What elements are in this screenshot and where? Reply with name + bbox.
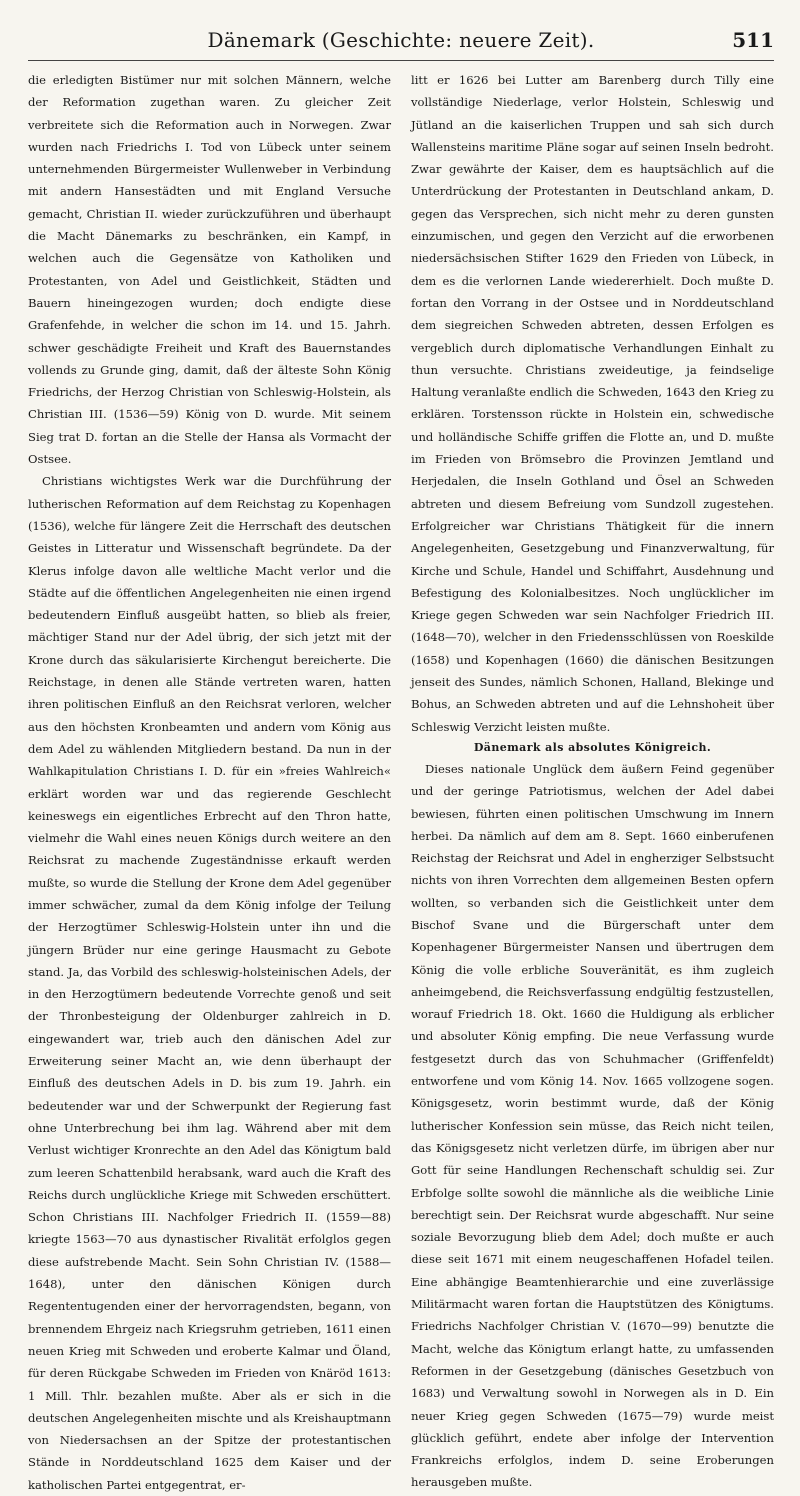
section-heading: Dänemark als absolutes Königreich. <box>473 740 712 754</box>
left-column <box>28 69 391 1496</box>
paragraph: die erledigten Bistümer nur mit solchen Männern, welche der Reformation zugethan waren. Zu gleicher Zeit verbreitete sich die Reformation auch in Norwegen. Zwar wurden nach Friedrichs I. Tod von Lübeck unter seinem unternehmenden Bürgermeister Wullenweber in Verbindung mit andern Hansestädten und mit England Versuche gemacht, Christian II. wieder zurückzuführen und überhaupt die Macht Dänemarks zu beschränken, ein Kampf, in welchen auch die Gegensätze von Katholiken und Protestanten, von Adel und Geistlichkeit, Städten und Bauern hineingezogen wurden; doch endigte diese Grafenfehde, in welcher die schon im 14. und 15. Jahrh. schwer geschädigte Freiheit und Kraft des Bauernstandes vollends zu Grunde ging, damit, daß der älteste Sohn König Friedrichs, der Herzog Christian von Schleswig-Holstein, als Christian III. (1536—59) König von D. wurde. Mit seinem Sieg trat D. fortan an die Stelle der Hansa als Vormacht der Ostsee. <box>28 73 391 467</box>
right-column <box>411 69 774 1496</box>
paragraph: Christians wichtigstes Werk war die Durchführung der lutherischen Reformation auf dem Reichstag zu Kopenhagen (1536), welche für längere Zeit die Herrschaft des deutschen Geistes in Litteratur und Wissenschaft begründete. Da der Klerus infolge davon alle weltliche Macht verlor und die Städte auf die öffentlichen Angelegenheiten nie einen irgend bedeutendern Einfluß ausgeübt hatten, so blieb als freier, mächtiger Stand nur der Adel übrig, der sich jetzt mit der Krone durch das säkularisierte Kirchengut bereicherte. Die Reichstage, in denen alle Stände vertreten waren, hatten ihren politischen Einfluß an den Reichsrat verloren, welcher aus den höchsten Kronbeamten und andern vom König aus dem Adel zu wählenden Mitgliedern bestand. Da nun in der Wahlkapitulation Christians I. D. für ein »freies Wahlreich« erklärt worden war und das regierende Geschlecht keineswegs ein eigentliches Erbrecht auf den Thron hatte, vielmehr die Wahl eines neuen Königs durch weitere an den Reichsrat zu machende Zugeständnisse erkauft werden mußte, so wurde die Stellung der Krone dem Adel gegenüber immer schwächer, zumal da dem König infolge der Teilung der Herzogtümer Schleswig-Holstein unter ihn und die jüngern Brüder nur eine geringe Hausmacht zu Gebote stand. Ja, das Vorbild des schleswig-holsteinischen Adels, der in den Herzogtümern bedeutende Vorrechte genoß und seit der Thronbesteigung der Oldenburger zahlreich in D. eingewandert war, trieb auch den dänischen Adel zur Erweiterung seiner Macht an, wie denn überhaupt der Einfluß des deutschen Adels in D. bis zum 19. Jahrh. ein bedeutender war und der Schwerpunkt der Regierung fast ohne Unterbrechung bei ihm lag. Während aber mit dem Verlust wichtiger Kronrechte an den Adel das Königtum bald zum leeren Schattenbild herabsank, ward auch die Kraft des Reichs durch unglückliche Kriege mit Schweden erschüttert. Schon Christians III. Nachfolger Friedrich II. (1559—88) kriegte 1563—70 aus dynastischer Rivalität erfolglos gegen diese aufstrebende Macht. Sein Sohn Christian IV. (1588—1648), unter den dänischen Königen durch Regententugenden einer der hervorragendsten, begann, von brennendem Ehrgeiz nach Kriegsruhm getrieben, 1611 einen neuen Krieg mit Schweden und eroberte Kalmar und Öland, für deren Rückgabe Schweden im Frieden von Knäröd 1613: 1 Mill. Thlr. bezahlen mußte. Aber als er sich in die deutschen Angelegenheiten mischte und als Kreishauptmann von Niedersachsen an der Spitze der protestantischen Stände in Norddeutschland 1625 dem Kaiser und der katholischen Partei entgegentrat, er- <box>28 474 391 1492</box>
paragraph: litt er 1626 bei Lutter am Barenberg durch Tilly eine vollständige Niederlage, verlor Holstein, Schleswig und Jütland an die kaiserlichen Truppen und sah sich durch Wallensteins maritime Pläne sogar auf seinen Inseln bedroht. Zwar gewährte der Kaiser, dem es hauptsächlich auf die Unterdrückung der Protestanten in Deutschland ankam, D. gegen das Versprechen, sich nicht mehr zu deren gunsten einzumischen, und gegen den Verzicht auf die erworbenen niedersächsischen Stifter 1629 den Frieden von Lübeck, in dem es die verlornen Lande wiedererhielt. Doch mußte D. fortan den Vorrang in der Ostsee und in Norddeutschland dem siegreichen Schweden abtreten, dessen Erfolgen es vergeblich durch diplomatische Verhandlungen Einhalt zu thun versuchte. Christians zweideutige, ja feindselige Haltung veranlaßte endlich die Schweden, 1643 den Krieg zu erklären. Torstensson rückte in Holstein ein, schwedische und holländische Schiffe griffen die Flotte an, und D. mußte im Frieden von Brömsebro die Provinzen Jemtland und Herjedalen, die Inseln Gothland und Ösel an Schweden abtreten und diesem Befreiung vom Sundzoll zugestehen. Erfolgreicher war Christians Thätigkeit für die innern Angelegenheiten, Gesetzgebung und Finanzverwaltung, für Kirche und Schule, Handel und Schiffahrt, Ausdehnung und Befestigung des Kolonialbesitzes. Noch unglücklicher im Kriege gegen Schweden war sein Nachfolger Friedrich III. (1648—70), welcher in den Friedensschlüssen von Roeskilde (1658) und Kopenhagen (1660) die dänischen Besitzungen jenseit des Sundes, nämlich Schonen, Halland, Blekinge und Bohus, an Schweden abtreten und auf die Lehnshoheit über Schleswig Verzicht leisten mußte. <box>411 73 774 734</box>
paragraph: Dieses nationale Unglück dem äußern Feind gegenüber und der geringe Patriotismus, welchen der Adel dabei bewiesen, führten einen politischen Umschwung im Innern herbei. Da nämlich auf dem am 8. Sept. 1660 einberufenen Reichstag der Reichsrat und Adel in engherziger Selbstsucht nichts von ihren Vorrechten dem allgemeinen Besten opfern wollten, so verbanden sich die Geistlichkeit unter dem Bischof Svane und die Bürgerschaft unter dem Kopenhagener Bürgermeister Nansen und übertrugen dem König die volle erbliche Souveränität, es ihm zugleich anheimgebend, die Reichsverfassung endgültig festzustellen, worauf Friedrich 18. Okt. 1660 die Huldigung als erblicher und absoluter König empfing. Die neue Verfassung wurde festgesetzt durch das von Schuhmacher (Griffenfeldt) entworfene und vom König 14. Nov. 1665 vollzogene sogen. Königsgesetz, worin bestimmt wurde, daß der König lutherischer Konfession sein müsse, das Reich nicht teilen, das Königsgesetz nicht verletzen dürfe, im übrigen aber nur Gott für seine Handlungen Rechenschaft schuldig sei. Zur Erbfolge sollte sowohl die männliche als die weibliche Linie berechtigt sein. Der Reichsrat wurde abgeschafft. Nur seine soziale Bevorzugung blieb dem Adel; doch mußte er auch diese seit 1671 mit einem neugeschaffenen Hofadel teilen. Eine abhängige Beamtenhierarchie und eine zuverlässige Militärmacht waren fortan die Hauptstützen des Königtums. Friedrichs Nachfolger Christian V. (1670—99) benutzte die Macht, welche das Königtum erlangt hatte, zu umfassenden Reformen in der Gesetzgebung (dänisches Gesetzbuch von 1683) und Verwaltung sowohl in Norwegen als in D. Ein neuer Krieg gegen Schweden (1675—79) wurde meist glücklich geführt, endete aber infolge der Intervention Frankreichs erfolglos, indem D. seine Eroberungen herausgeben mußte. <box>411 761 774 1490</box>
text-columns <box>28 69 774 1496</box>
running-head <box>28 26 774 61</box>
running-title: Dänemark (Geschichte: neuere Zeit). <box>207 28 595 52</box>
page-number: 511 <box>732 28 774 52</box>
